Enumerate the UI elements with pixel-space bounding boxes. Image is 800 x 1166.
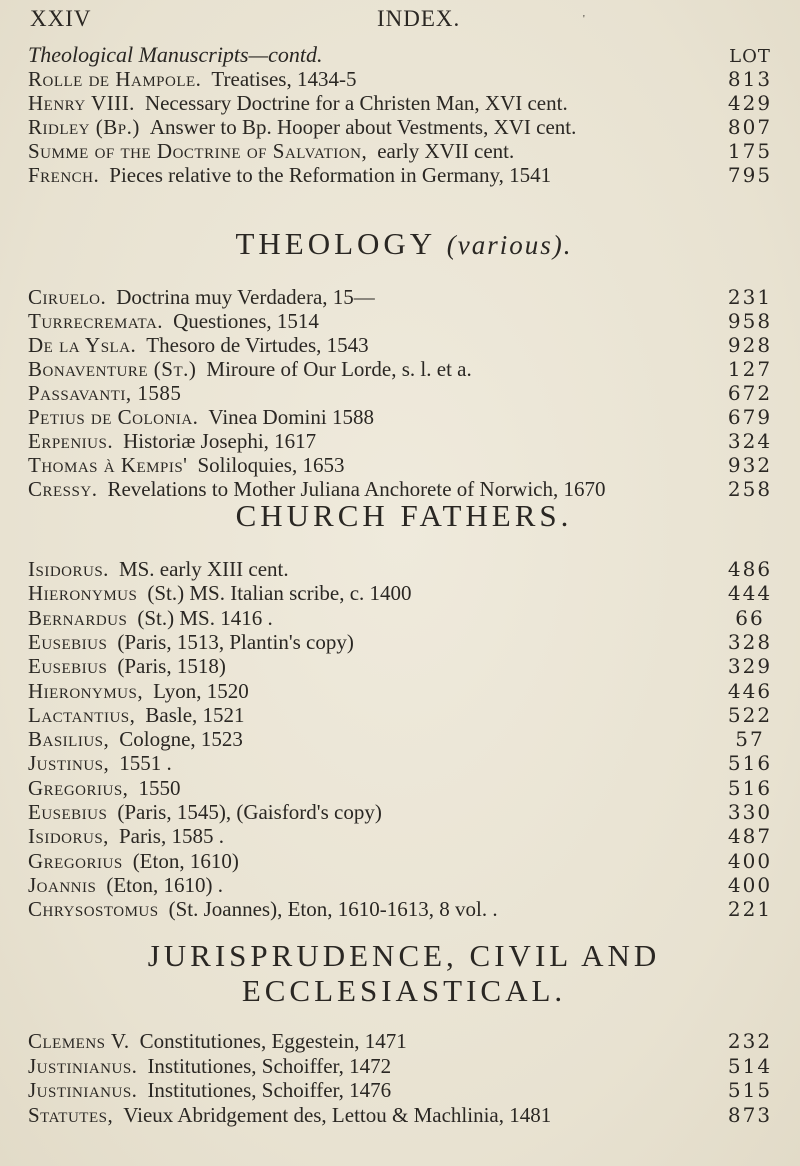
index-entry: [28, 896, 780, 922]
entry-name: Chrysostomus: [28, 897, 159, 922]
lot-number: 324: [727, 429, 773, 453]
entry-description: (Paris, 1518): [117, 654, 226, 679]
lot-number: 516: [727, 775, 773, 800]
entry-name: Justinianus.: [28, 1053, 138, 1078]
index-entry: [28, 1077, 780, 1103]
entry-description: Revelations to Mother Juliana Anchorete of Norwich, 1670: [107, 477, 606, 501]
lot-number: 400: [727, 872, 773, 897]
lot-number: 231: [727, 285, 773, 309]
index-entry: [28, 702, 780, 728]
section-title-theology: THEOLOGY (various).: [235, 226, 573, 261]
entry-name: Eusebius: [28, 800, 108, 824]
lot-number: 444: [727, 581, 773, 606]
entry-name: Ciruelo.: [28, 285, 107, 309]
index-entry: [28, 872, 780, 898]
entry-name: Hieronymus: [28, 581, 138, 606]
entry-name: Passavanti, 1585: [28, 381, 182, 405]
lot-number: 330: [727, 800, 773, 824]
index-entry: [28, 726, 780, 752]
lot-number: 795: [727, 163, 773, 187]
entry-name: Eusebius: [28, 654, 108, 679]
entry-name: Thomas à Kempis': [28, 453, 188, 477]
index-entry: [28, 678, 780, 704]
entry-description: (St. Joannes), Eton, 1610-1613, 8 vol. .: [168, 897, 498, 922]
index-entry: [28, 799, 780, 825]
entry-description: Doctrina muy Verdadera, 15—: [116, 285, 375, 309]
entry-description: 1551 .: [119, 751, 172, 776]
index-entry: [28, 66, 780, 92]
lot-number: 487: [727, 824, 773, 849]
index-entry: [28, 848, 780, 874]
lot-number: 813: [727, 67, 773, 91]
section-title-jurisprudence: JURISPRUDENCE, CIVIL AND: [147, 938, 661, 973]
index-entry: [28, 775, 780, 801]
lot-number: 873: [727, 1102, 773, 1127]
entry-description: (Eton, 1610): [132, 848, 239, 873]
lot-column-header: LOT: [729, 46, 771, 67]
entry-description: Institutiones, Schoiffer, 1472: [147, 1053, 392, 1078]
entry-description: (St.) MS. 1416 .: [137, 605, 273, 630]
running-head: [30, 6, 770, 36]
entry-name: De la Ysla.: [28, 333, 137, 357]
entry-name: Isidorus.: [28, 557, 109, 581]
index-entry: [28, 114, 780, 140]
entry-name: French.: [28, 163, 100, 187]
lot-number: 522: [727, 702, 773, 727]
entry-description: Questiones, 1514: [173, 309, 319, 333]
entry-description: Lyon, 1520: [153, 678, 249, 703]
index-entry: [28, 556, 780, 582]
entry-description: Paris, 1585 .: [118, 824, 224, 849]
entry-description: MS. early XIII cent.: [118, 557, 289, 581]
index-entry: [28, 1028, 780, 1054]
lot-number: 175: [727, 139, 773, 163]
entry-name: Statutes,: [28, 1102, 114, 1127]
entry-description: Answer to Bp. Hooper about Vestments, XVI cent.: [149, 115, 577, 139]
index-entry: [28, 356, 780, 382]
index-entry: [28, 162, 780, 188]
index-entry: [28, 404, 780, 430]
entry-name: Bonaventure (St.): [28, 357, 197, 381]
section-continuation-heading: Theological Manuscripts—contd. LOT: [28, 42, 780, 68]
lot-number: 66: [735, 605, 765, 630]
index-entry: [28, 380, 780, 406]
entry-name: Erpenius.: [28, 429, 114, 453]
entry-description: Pieces relative to the Reformation in Germany, 1541: [109, 163, 552, 187]
entry-description: Cologne, 1523: [119, 727, 243, 752]
entry-name: Ridley (Bp.): [28, 115, 140, 139]
entry-description: Treatises, 1434-5: [211, 67, 357, 91]
lot-number: 328: [727, 629, 773, 654]
lot-number: 486: [727, 557, 773, 581]
entry-name: Turrecremata.: [28, 309, 164, 333]
entry-name: Clemens V.: [28, 1029, 130, 1053]
entry-description: early XVII cent.: [377, 139, 515, 163]
entry-name: Summe of the Doctrine of Salvation,: [28, 139, 368, 163]
entry-name: Rolle de Hampole.: [28, 67, 202, 91]
entry-name: Isidorus,: [28, 824, 109, 849]
entry-name: Basilius,: [28, 727, 110, 752]
lot-number: 400: [727, 848, 773, 873]
lot-number: 232: [727, 1029, 773, 1053]
entry-description: Vinea Domini 1588: [208, 405, 374, 429]
entry-name: Cressy.: [28, 477, 98, 501]
entry-name: Petius de Colonia.: [28, 405, 199, 429]
entry-description: Miroure of Our Lorde, s. l. et a.: [206, 357, 472, 381]
entry-description: Institutiones, Schoiffer, 1476: [147, 1078, 392, 1102]
lot-number: 515: [727, 1078, 773, 1102]
index-entry: [28, 653, 780, 679]
lot-number: 221: [727, 897, 773, 922]
index-entry: [28, 332, 780, 358]
lot-number: 516: [727, 751, 773, 776]
lot-number: 807: [727, 115, 773, 139]
entry-description: Basle, 1521: [145, 702, 245, 727]
index-entry: [28, 138, 780, 164]
entry-description: Vieux Abridgement des, Lettou & Machlinia, 1481: [123, 1102, 552, 1127]
lot-number: 679: [727, 405, 773, 429]
entry-name: Bernardus: [28, 605, 128, 630]
lot-number: 429: [727, 91, 773, 115]
index-entry: [28, 629, 780, 655]
index-entry: [28, 605, 780, 631]
entry-name: Henry VIII.: [28, 91, 135, 115]
entry-name: Gregorius: [28, 848, 123, 873]
entry-name: Lactantius,: [28, 702, 136, 727]
entry-description: Thesoro de Virtudes, 1543: [146, 333, 369, 357]
entry-description: Constitutiones, Eggestein, 1471: [139, 1029, 407, 1053]
entry-description: Historiæ Josephi, 1617: [123, 429, 317, 453]
lot-number: 928: [727, 333, 773, 357]
index-entry: [28, 1102, 780, 1128]
printer-mark: ': [583, 14, 586, 25]
index-entry: [28, 580, 780, 606]
lot-number: 329: [727, 654, 773, 679]
entry-name: Joannis: [28, 872, 97, 897]
lot-number: 127: [727, 357, 773, 381]
index-entry: [28, 452, 780, 478]
lot-number: 958: [727, 309, 773, 333]
page-number: XXIV: [30, 6, 92, 31]
lot-number: 258: [727, 477, 773, 501]
lot-number: 672: [727, 381, 773, 405]
index-entry: [28, 308, 780, 334]
page-heading: INDEX.: [377, 6, 461, 31]
section-title-church-fathers: CHURCH FATHERS.: [235, 498, 573, 533]
entry-description: (St.) MS. Italian scribe, c. 1400: [147, 581, 412, 606]
entry-name: Justinus,: [28, 751, 110, 776]
entry-description: Soliloquies, 1653: [197, 453, 345, 477]
entry-description: (Eton, 1610) .: [106, 872, 223, 897]
entry-description: Necessary Doctrine for a Christen Man, XVI cent.: [144, 91, 568, 115]
entry-description: (Paris, 1513, Plantin's copy): [117, 629, 354, 654]
entry-description: 1550: [138, 775, 181, 800]
lot-number: 932: [727, 453, 773, 477]
lot-number: 57: [735, 727, 765, 752]
index-entry: [28, 428, 780, 454]
entry-name: Gregorius,: [28, 775, 129, 800]
section-title-jurisprudence-line2: ECCLESIASTICAL.: [241, 973, 567, 1008]
index-entry: [28, 823, 780, 849]
entry-name: Eusebius: [28, 629, 108, 654]
lot-number: 446: [727, 678, 773, 703]
index-entry: [28, 90, 780, 116]
entry-name: Justinianus.: [28, 1078, 138, 1102]
entry-name: Hieronymus,: [28, 678, 144, 703]
index-entry: [28, 750, 780, 776]
index-entry: [28, 1053, 780, 1079]
index-entry: [28, 284, 780, 310]
entry-description: (Paris, 1545), (Gaisford's copy): [117, 800, 382, 824]
lot-number: 514: [727, 1053, 773, 1078]
